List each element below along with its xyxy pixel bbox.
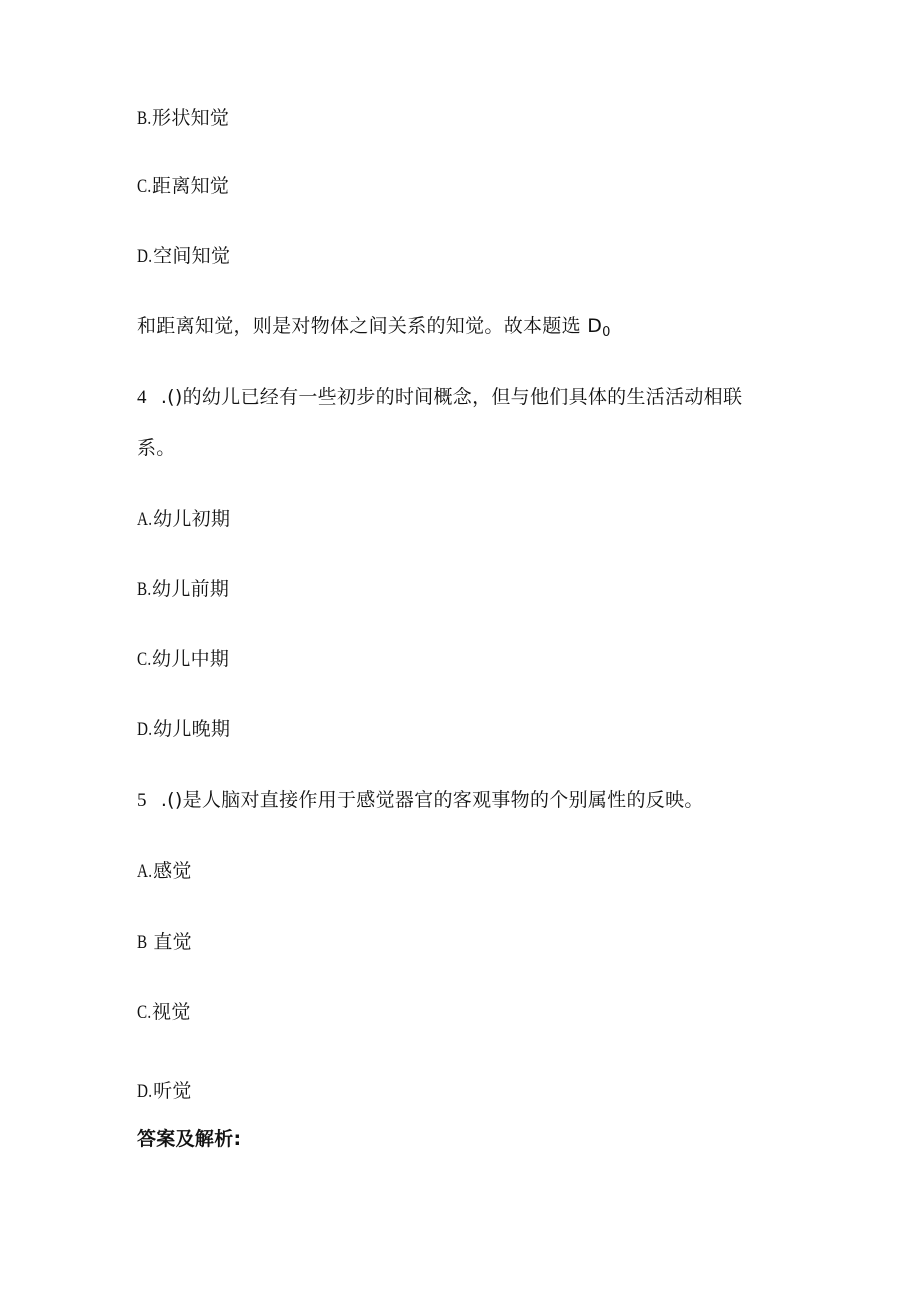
option-letter: B (137, 932, 148, 953)
q4-option-a (137, 506, 230, 533)
option-text: 幼儿晚期 (153, 718, 231, 740)
option-letter: A. (137, 861, 153, 882)
option-text: 听觉 (153, 1080, 192, 1102)
question-4-stem-cont (137, 435, 176, 461)
option-letter: C. (137, 649, 152, 670)
q4-option-c (137, 646, 229, 673)
question-number: 5 (137, 790, 147, 811)
question-text: .()是人脑对直接作用于感觉器官的客观事物的个别属性的反映。 (160, 789, 704, 811)
explanation-subscript: 0 (602, 325, 611, 340)
option-letter: A. (137, 509, 153, 530)
option-text: 幼儿初期 (153, 508, 231, 530)
option-text: 幼儿前期 (152, 578, 230, 600)
answer-heading: 答案及解析: (137, 1128, 242, 1150)
q5-option-c (137, 999, 191, 1026)
option-text: 幼儿中期 (152, 648, 230, 670)
q4-option-b (137, 576, 229, 603)
option-text: 空间知觉 (153, 245, 231, 267)
question-number: 4 (137, 387, 147, 408)
option-letter: D. (137, 1081, 153, 1102)
explanation-text: 和距离知觉，则是对物体之间关系的知觉。故本题选 D (137, 315, 603, 337)
option-letter: B. (137, 579, 152, 600)
option-c-prev (137, 173, 229, 200)
option-b-prev (137, 105, 229, 132)
q5-option-b (137, 929, 192, 956)
option-text: 感觉 (153, 860, 192, 882)
option-text: 直觉 (146, 931, 192, 953)
explanation-tail (137, 313, 611, 346)
option-text: 形状知觉 (152, 107, 230, 129)
q5-option-a (137, 858, 192, 885)
option-text: 视觉 (152, 1001, 191, 1023)
option-letter: D. (137, 719, 153, 740)
option-letter: C. (137, 1002, 152, 1023)
q5-option-d (137, 1078, 192, 1105)
option-d-prev (137, 243, 230, 270)
option-letter: C. (137, 176, 152, 197)
option-letter: B. (137, 108, 152, 129)
question-4-stem (137, 384, 742, 411)
question-5-stem (137, 787, 704, 814)
option-letter: D. (137, 246, 153, 267)
q4-option-d (137, 716, 230, 743)
option-text: 距离知觉 (152, 175, 230, 197)
question-text: .()的幼儿已经有一些初步的时间概念，但与他们具体的生活活动相联 (160, 386, 743, 408)
question-text-cont: 系。 (137, 437, 176, 459)
